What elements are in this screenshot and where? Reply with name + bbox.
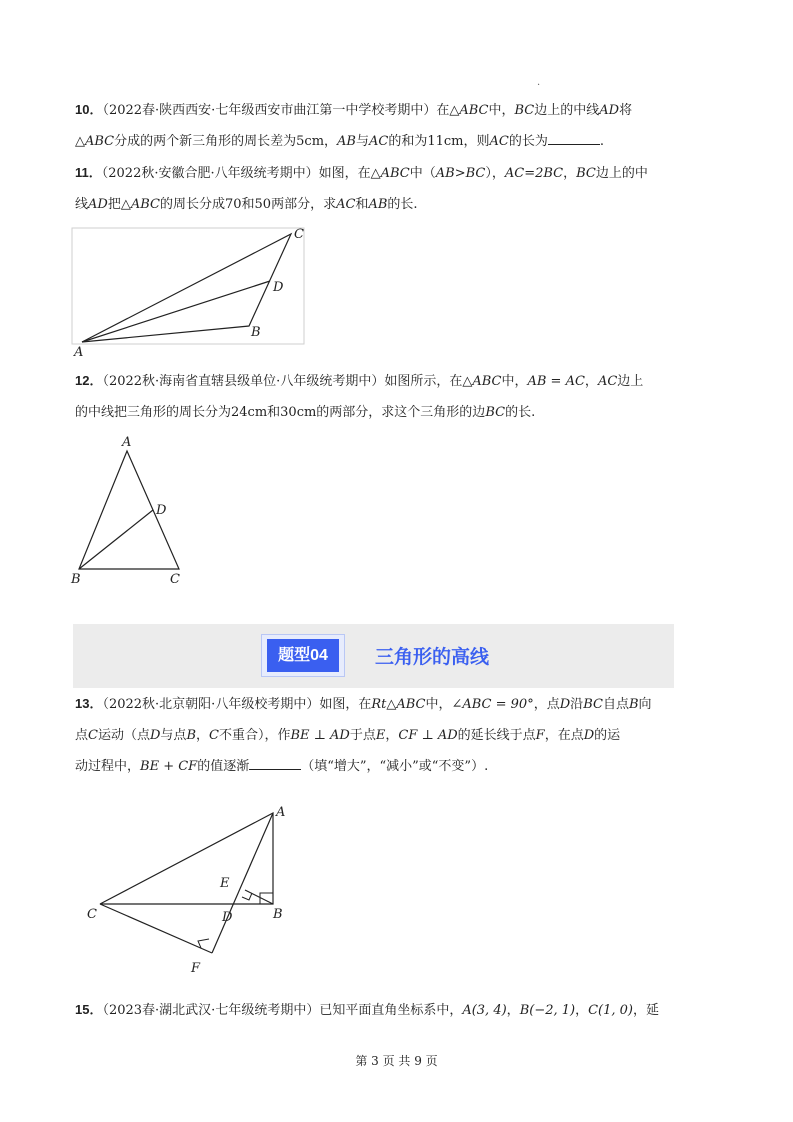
q13-text: （填“增大”，“减小”或“不变”）. [301,759,489,774]
q15-text: ， [575,1003,589,1018]
q13-text: ， [385,728,399,743]
q10-text: . [599,134,604,149]
q11-text: 的周长分成70和50两部分，求 [159,197,337,212]
math: △ABC [449,103,489,118]
math: C(1, 0) [588,1003,634,1018]
q13-text: 于点 [349,728,376,743]
math: △ABC [370,166,410,181]
q13-text: ，在点 [544,728,584,743]
q10-text: 的和为11cm，则 [388,134,490,149]
q15-number: 15． [75,1002,103,1017]
math: AB>BC [435,166,486,181]
segment-be [245,890,273,904]
math: B [186,728,196,743]
page-footer: 第 3 页 共 9 页 [355,1054,438,1068]
q13-line-3 [75,751,675,782]
q12-text: 边上 [617,374,644,389]
right-angle-f [198,939,209,948]
q12-line-2 [75,397,675,428]
q13-text: 向 [638,697,652,712]
math: BC [576,166,596,181]
q15-text: （2023春·湖北武汉·七年级统考期中）已知平面直角坐标系中， [102,1003,463,1018]
math: BC [485,405,506,420]
q11-number: 11． [75,165,102,180]
q13-text: 的延长线于点 [457,728,536,743]
math: AC [489,134,509,149]
q11-line-2 [75,189,675,220]
math: B(−2, 1) [519,1003,576,1018]
triangle-abc [100,813,273,904]
q10-text: 将 [619,103,633,118]
q15-text: ，延 [633,1003,660,1018]
q10-line-2 [75,126,675,157]
label-d: D [222,910,233,925]
question-15 [75,994,675,1026]
q11-text: 线 [75,197,89,212]
question-13 [75,688,675,782]
q11-text: 边上的中 [595,166,648,181]
q12-text: 中， [501,374,528,389]
math: C [209,728,219,743]
math: BC [583,697,603,712]
q13-text: 动过程中， [75,759,141,774]
answer-blank[interactable] [548,130,600,145]
q15-line-1 [75,994,675,1026]
q10-text: 的长为 [508,134,548,149]
q13-line-1 [75,688,675,720]
q11-text: ， [563,166,577,181]
q13-text: 运动（点 [97,728,150,743]
q11-figure [70,228,310,360]
question-12 [75,365,675,428]
q10-text: 中， [488,103,515,118]
q12-text: ， [584,374,598,389]
answer-blank[interactable] [249,755,301,770]
label-a: A [74,345,84,360]
math: BE + CF [140,759,198,774]
q13-text: 与点 [160,728,187,743]
q10-line-1 [75,94,675,126]
math: A(3, 4) [462,1003,507,1018]
label-d: D [273,280,284,295]
math: D [149,728,161,743]
q13-text: 的运 [594,728,621,743]
q12-number: 12． [75,373,103,388]
math: E [375,728,386,743]
label-b: B [273,907,283,922]
q12-figure [68,432,188,592]
q10-text: 边上的中线 [534,103,600,118]
label-a: A [122,435,132,450]
math: D [559,697,571,712]
math: B [628,697,639,712]
math: AB = AC [527,374,585,389]
section-title: 三角形的高线 [375,646,490,668]
q13-text: （2022秋·北京朝阳·八年级校考期中）如图，在 [102,697,372,712]
q12-text: 的中线把三角形的周长分为24cm和30cm的两部分，求这个三角形的边 [75,405,486,420]
segment-cf [100,904,212,953]
q13-text: 自点 [602,697,629,712]
q11-text: 的长. [387,197,418,212]
q11-text: 中（ [409,166,436,181]
median-bd [79,510,153,569]
math: AC=2BC [504,166,564,181]
math: CF ⊥ AD [398,728,458,743]
math: AD [599,103,620,118]
math: AB [337,134,356,149]
q11-text: 和 [355,197,369,212]
label-c: C [170,572,180,587]
q13-text: 点 [75,728,89,743]
q11-text: 把 [107,197,121,212]
math: BE ⊥ AD [290,728,350,743]
q10-number: 10． [75,102,103,117]
section-tag [261,634,345,677]
label-f: F [191,961,201,976]
q15-text: ， [506,1003,520,1018]
q11-text: ）， [485,166,505,181]
math: Rt△ABC [371,697,426,712]
label-b: B [251,325,261,340]
label-d: D [156,503,167,518]
q13-text: ， [196,728,210,743]
top-mark: · [537,80,541,91]
q12-text: （2022秋·海南省直辖县级单位·八年级统考期中）如图所示，在 [102,374,463,389]
math: AC [336,197,356,212]
q13-number: 13． [75,696,103,711]
math: △ABC [120,197,160,212]
math: △ABC [462,374,502,389]
q11-text: （2022秋·安徽合肥·八年级统考期中）如图，在 [101,166,371,181]
q13-text: 中， [425,697,452,712]
q12-text: 的长. [505,405,536,420]
q12-line-1 [75,365,675,397]
label-e: E [220,876,230,891]
q13-text: 的值逐渐 [197,759,250,774]
q10-text: 与 [355,134,369,149]
question-11 [75,157,675,220]
q13-figure [85,800,295,980]
section-banner [73,624,674,688]
question-10 [75,94,675,157]
math: C [88,728,98,743]
math: AD [88,197,108,212]
label-c: C [294,227,304,242]
label-b: B [71,572,81,587]
q13-line-2 [75,720,675,751]
math: AB [368,197,388,212]
label-c: C [87,907,97,922]
q13-text: 不重合），作 [218,728,291,743]
math: ∠ABC = 90° [451,697,534,712]
math: AC [369,134,389,149]
section-tag-label: 题型04 [267,639,339,672]
q11-line-1 [75,157,675,189]
label-a: A [276,805,286,820]
math: △ABC [75,134,115,149]
math: AC [597,374,618,389]
q10-text: （2022春·陕西西安·七年级西安市曲江第一中学校考期中）在 [102,103,450,118]
q10-text: 分成的两个新三角形的周长差为5cm， [114,134,338,149]
q13-text: ，点 [533,697,560,712]
q13-text: 沿 [570,697,584,712]
right-angle-e [242,893,252,900]
math: D [583,728,595,743]
math: F [535,728,545,743]
math: BC [514,103,535,118]
